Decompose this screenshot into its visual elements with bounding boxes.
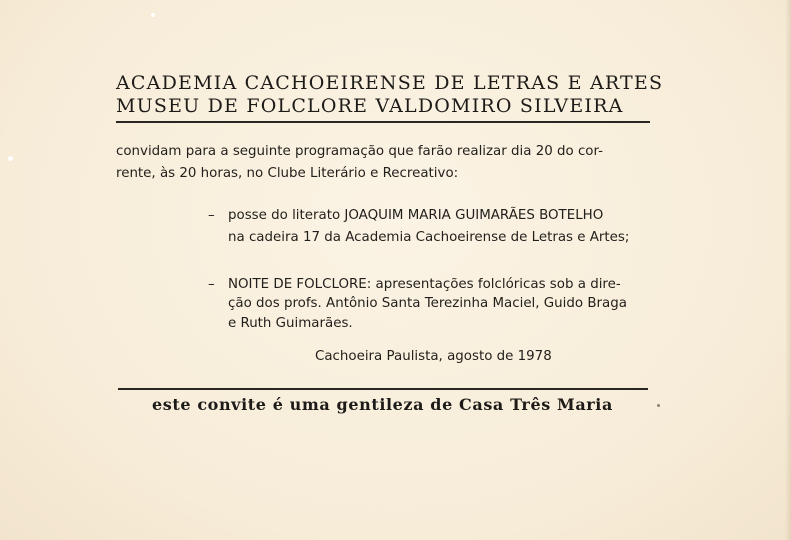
intro-line-2: rente, às 20 horas, no Clube Literário e Recreativo: xyxy=(116,166,459,181)
paper-speck xyxy=(8,156,13,161)
paper-edge-shadow xyxy=(785,0,791,540)
intro-line-1: convidam para a seguinte programação que farão realizar dia 20 do cor- xyxy=(116,144,603,159)
bottom-divider xyxy=(118,388,648,390)
paper-speck xyxy=(151,13,155,17)
footer-courtesy-note: este convite é uma gentileza de Casa Três Maria xyxy=(152,395,613,414)
paper-speck xyxy=(657,404,660,407)
program-item-2-line-1: NOITE DE FOLCLORE: apresentações folclóricas sob a dire- xyxy=(228,277,621,292)
program-item-2 xyxy=(208,277,621,292)
top-divider xyxy=(116,121,650,123)
program-item-1-line-2: na cadeira 17 da Academia Cachoeirense de Letras e Artes; xyxy=(228,230,630,245)
header-museum-name: MUSEU DE FOLCLORE VALDOMIRO SILVEIRA xyxy=(116,95,624,117)
bullet-dash: – xyxy=(208,277,215,292)
program-item-1 xyxy=(208,208,603,223)
place-and-date: Cachoeira Paulista, agosto de 1978 xyxy=(315,349,552,364)
program-item-1-line-1: posse do literato JOAQUIM MARIA GUIMARÃES BOTELHO xyxy=(228,208,604,223)
bullet-dash: – xyxy=(208,208,215,223)
program-item-2-line-2: ção dos profs. Antônio Santa Terezinha Maciel, Guido Braga xyxy=(228,296,627,311)
program-item-2-line-3: e Ruth Guimarães. xyxy=(228,316,353,331)
header-academy-name: ACADEMIA CACHOEIRENSE DE LETRAS E ARTES xyxy=(116,72,664,94)
